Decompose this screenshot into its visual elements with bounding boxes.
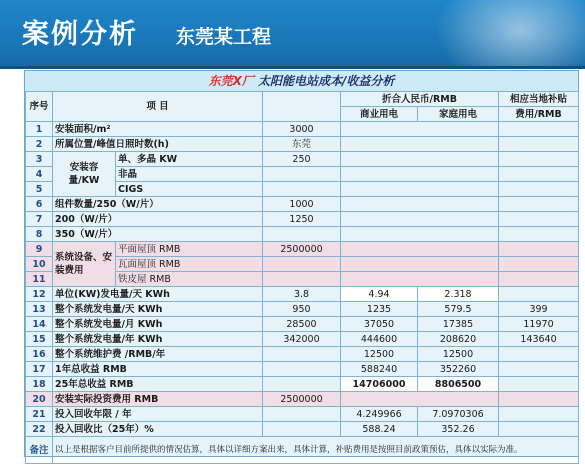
row-label: 整个系统发电量/天 KWh <box>53 302 263 317</box>
table-row <box>26 392 579 407</box>
row-household: 17385 <box>418 317 499 332</box>
row-sublabel: 平面屋顶 RMB <box>116 242 263 257</box>
row-number: 7 <box>26 212 53 227</box>
table-title-topic: 太阳能电站成本/收益分析 <box>258 74 395 88</box>
table-row <box>26 302 579 317</box>
row-household: 352260 <box>418 362 499 377</box>
row-label: 安装实际投资费用 RMB <box>53 392 263 407</box>
row-number: 20 <box>26 392 53 407</box>
row-value: 1000 <box>263 197 341 212</box>
slide-title: 案例分析 <box>22 19 138 50</box>
row-label: 整个系统维护费 /RMB/年 <box>53 347 263 362</box>
row-commercial: 12500 <box>341 347 418 362</box>
header-row <box>26 92 579 107</box>
row-label: 200（W/片） <box>53 212 263 227</box>
header-rmb-group: 折合人民币/RMB <box>341 92 499 107</box>
row-label: 25年总收益 RMB <box>53 377 263 392</box>
table-row <box>26 242 579 257</box>
table-row <box>26 287 579 302</box>
table-row <box>26 362 579 377</box>
row-sublabel: 瓦面屋顶 RMB <box>116 257 263 272</box>
row-sublabel: 铁皮屋 RMB <box>116 272 263 287</box>
row-label: 安装面积/m² <box>53 122 263 137</box>
row-commercial: 444600 <box>341 332 418 347</box>
row-label: 1年总收益 RMB <box>53 362 263 377</box>
row-number: 3 <box>26 152 53 167</box>
analysis-table-frame <box>24 70 579 457</box>
row-number: 5 <box>26 182 53 197</box>
header-seq: 序号 <box>26 92 53 122</box>
row-number: 6 <box>26 197 53 212</box>
header-decoration <box>435 0 585 66</box>
row-number: 11 <box>26 272 53 287</box>
row-number: 22 <box>26 422 53 437</box>
table-row <box>26 422 579 437</box>
row-commercial: 1235 <box>341 302 418 317</box>
table-title-factory: 东莞X厂 <box>208 74 254 88</box>
row-value: 东莞 <box>263 137 341 152</box>
row-commercial: 4.94 <box>341 287 418 302</box>
remark-label: 备注 <box>26 437 53 464</box>
row-number: 4 <box>26 167 53 182</box>
row-commercial: 588.24 <box>341 422 418 437</box>
row-household: 7.0970306 <box>418 407 499 422</box>
row-value: 950 <box>263 302 341 317</box>
row-label: 整个系统发电量/年 KWh <box>53 332 263 347</box>
table-row <box>26 407 579 422</box>
header-subsidy-1: 相应当地补贴 <box>499 92 579 107</box>
row-number: 18 <box>26 377 53 392</box>
row-value: 250 <box>263 152 341 167</box>
row-value: 2500000 <box>263 242 341 257</box>
row-label: 单位(KW)发电量/天 KWh <box>53 287 263 302</box>
row-number: 16 <box>26 347 53 362</box>
remark-text: 以上是根据客户目前所提供的情况估算，具体以详细方案出来，具体计算，补贴费用是按照目前政策预估，具体以实际为准。 <box>53 437 579 464</box>
system-group-label: 系统设备、安装费用 <box>53 242 116 287</box>
row-number: 10 <box>26 257 53 272</box>
row-household: 208620 <box>418 332 499 347</box>
row-sublabel: CIGS <box>116 182 263 197</box>
row-label: 投入回收比（25年）% <box>53 422 263 437</box>
table-row <box>26 227 579 242</box>
row-value: 3.8 <box>263 287 341 302</box>
header-subsidy-2: 费用/RMB <box>499 107 579 122</box>
row-value: 342000 <box>263 332 341 347</box>
row-household: 12500 <box>418 347 499 362</box>
row-number: 17 <box>26 362 53 377</box>
table-row <box>26 347 579 362</box>
row-commercial: 14706000 <box>341 377 418 392</box>
row-number: 12 <box>26 287 53 302</box>
row-household: 2.318 <box>418 287 499 302</box>
header-divider <box>0 66 585 69</box>
row-sublabel: 非晶 <box>116 167 263 182</box>
header-value <box>263 92 341 122</box>
row-household: 8806500 <box>418 377 499 392</box>
row-sublabel: 单、多晶 KW <box>116 152 263 167</box>
table-row <box>26 137 579 152</box>
table-title <box>25 71 578 91</box>
row-subsidy: 11970 <box>499 317 579 332</box>
capacity-group-label: 安装容量/KW <box>53 152 116 197</box>
row-label: 整个系统发电量/月 KWh <box>53 317 263 332</box>
row-commercial: 4.249966 <box>341 407 418 422</box>
cost-benefit-table <box>25 91 579 464</box>
row-label: 投入回收年限 / 年 <box>53 407 263 422</box>
table-row <box>26 332 579 347</box>
row-value: 2500000 <box>263 392 341 407</box>
header-household: 家庭用电 <box>418 107 499 122</box>
row-number: 8 <box>26 227 53 242</box>
table-row <box>26 317 579 332</box>
row-value: 28500 <box>263 317 341 332</box>
row-subsidy: 143640 <box>499 332 579 347</box>
table-row <box>26 197 579 212</box>
table-row <box>26 122 579 137</box>
row-value: 1250 <box>263 212 341 227</box>
row-household: 579.5 <box>418 302 499 317</box>
slide-subtitle: 东莞某工程 <box>176 26 272 48</box>
row-commercial: 37050 <box>341 317 418 332</box>
row-value: 3000 <box>263 122 341 137</box>
table-row <box>26 152 579 167</box>
row-number: 2 <box>26 137 53 152</box>
row-label: 350（W/片） <box>53 227 263 242</box>
row-subsidy: 399 <box>499 302 579 317</box>
row-number: 14 <box>26 317 53 332</box>
row-label: 所属位置/峰值日照时数(h) <box>53 137 263 152</box>
row-label: 组件数量/250（W/片） <box>53 197 263 212</box>
row-number: 15 <box>26 332 53 347</box>
header-commercial: 商业用电 <box>341 107 418 122</box>
row-commercial: 588240 <box>341 362 418 377</box>
table-row <box>26 212 579 227</box>
slide-header <box>0 0 585 66</box>
row-number: 1 <box>26 122 53 137</box>
row-number: 9 <box>26 242 53 257</box>
row-household: 352.26 <box>418 422 499 437</box>
table-row <box>26 377 579 392</box>
header-item: 项 目 <box>53 92 263 122</box>
remark-row <box>26 437 579 464</box>
row-number: 21 <box>26 407 53 422</box>
row-number: 13 <box>26 302 53 317</box>
